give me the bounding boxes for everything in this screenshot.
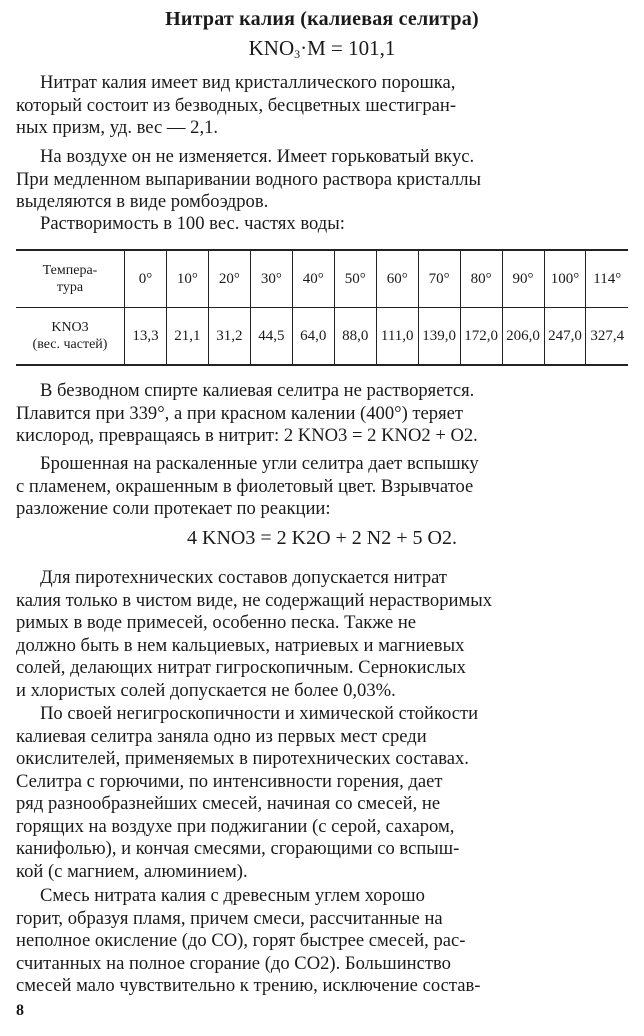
text-line: горит, образуя пламя, причем смеси, рассчитанные на — [16, 907, 443, 929]
text-line: солей, делающих нитрат гигроскопичным. Сернокислых — [16, 657, 466, 678]
text-line: и хлористых солей допускается не более 0,03%. — [16, 679, 396, 701]
text-line: смесей мало чувствительно к трению, исключение состав- — [16, 975, 481, 996]
paragraph-air — [16, 146, 628, 214]
solubility-cell: 172,0 — [460, 308, 502, 366]
text-line: разложение соли протекает по реакции: — [16, 498, 331, 519]
text-line: В безводном спирте калиевая селитра не растворяется. — [40, 380, 475, 401]
solubility-cell: 327,4 — [586, 308, 628, 366]
text-line: калия только в чистом виде, не содержащий нерастворимых — [16, 589, 493, 611]
text-line: Для пиротехнических составов допускается нитрат — [40, 567, 448, 588]
header-label-line: тура — [56, 280, 84, 295]
text-line: При медленном выпаривании водного раствора кристаллы — [16, 168, 482, 190]
text-line: На воздухе он не изменяется. Имеет горьковатый вкус. — [40, 146, 475, 167]
solubility-cell: 31,2 — [208, 308, 250, 366]
temperature-cell: 50° — [334, 250, 376, 308]
formula-subscript: 3 — [294, 47, 301, 61]
temperature-cell: 20° — [208, 250, 250, 308]
solubility-cell: 139,0 — [418, 308, 460, 366]
temperature-cell: 114° — [586, 250, 628, 308]
text-line: Селитра с горючими, по интенсивности горения, дает — [16, 770, 443, 792]
solubility-cell: 88,0 — [334, 308, 376, 366]
text-line: ряд разнообразнейших смесей, начиная со смесей, не — [16, 793, 441, 814]
text-line: калиевая селитра заняла одно из первых мест среди — [16, 725, 427, 747]
text-line: окислителей, применяемых в пиротехнических составах. — [16, 748, 469, 769]
solubility-cell: 21,1 — [166, 308, 208, 366]
solubility-caption — [16, 213, 628, 236]
text-line: канифолью), и кончая смесями, сгорающими со вспыш- — [16, 838, 460, 859]
formula-molar-mass: ·M = 101,1 — [300, 36, 396, 60]
paragraph-charcoal — [16, 885, 628, 998]
solubility-cell: 206,0 — [502, 308, 544, 366]
paragraph-alcohol — [16, 380, 628, 448]
text-line: Растворимость в 100 вес. частях воды: — [40, 213, 345, 234]
text-line: который состоит из безводных, бесцветных шестигран- — [16, 94, 457, 116]
text-line: кой (с магнием, алюминием). — [16, 860, 248, 882]
row-label-line: KNO3 — [51, 320, 89, 335]
temperature-cell: 60° — [376, 250, 418, 308]
temperature-cell: 70° — [418, 250, 460, 308]
text-line: ных призм, уд. вес — 2,1. — [16, 117, 219, 138]
temperature-cell: 100° — [544, 250, 586, 308]
solubility-cell: 64,0 — [292, 308, 334, 366]
temperature-cell: 0° — [125, 250, 167, 308]
row-label-line: (вес. частей) — [32, 337, 108, 352]
solubility-cell: 13,3 — [125, 308, 167, 366]
text-line: Нитрат калия имеет вид кристаллического порошка, — [40, 72, 456, 93]
text-line: Смесь нитрата калия с древесным углем хорошо — [40, 885, 425, 906]
paragraph-pyrotechnics — [16, 567, 628, 702]
text-line: неполное окисление (до CO), горят быстрее смесей, рас- — [16, 930, 466, 951]
temperature-cell: 30° — [250, 250, 292, 308]
paragraph-coals — [16, 453, 628, 521]
text-line: считанных на полное сгорание (до CO2). Большинство — [16, 952, 451, 974]
temperature-cell: 80° — [460, 250, 502, 308]
text-line: Плавится при 339°, а при красном калении (400°) теряет — [16, 402, 464, 424]
solubility-cell: 247,0 — [544, 308, 586, 366]
molecular-formula — [0, 36, 644, 62]
table-header-row — [16, 250, 628, 308]
formula-main: KNO — [248, 36, 295, 60]
header-label-line: Темпера- — [42, 263, 98, 278]
page-number: 8 — [16, 1002, 24, 1019]
paragraph-hygroscopicity — [16, 703, 628, 883]
text-line: должно быть в нем кальциевых, натриевых и магниевых — [16, 634, 465, 656]
text-line: По своей негигроскопичности и химической стойкости — [40, 703, 479, 724]
paragraph-intro — [16, 72, 628, 140]
solubility-cell: 111,0 — [376, 308, 418, 366]
text-line: Брошенная на раскаленные угли селитра дает вспышку — [40, 453, 479, 474]
text-line: выделяются в виде ромбоэдров. — [16, 191, 269, 212]
temperature-cell: 10° — [166, 250, 208, 308]
temperature-cell: 90° — [502, 250, 544, 308]
text-line: горящих на воздухе при поджигании (с серой, сахаром, — [16, 815, 455, 837]
table-header-label — [16, 250, 125, 308]
section-title: Нитрат калия (калиевая селитра) — [165, 8, 479, 30]
text-line: с пламенем, окрашенным в фиолетовый цвет. Взрывчатое — [16, 475, 474, 497]
solubility-table — [16, 249, 628, 366]
text-line: римых в воде примесей, особенно песка. Также не — [16, 612, 417, 633]
table-row-label — [16, 308, 125, 366]
temperature-cell: 40° — [292, 250, 334, 308]
text-line: кислород, превращаясь в нитрит: 2 KNO3 = 2 KNO2 + O2. — [16, 425, 478, 446]
table-values-row — [16, 308, 628, 366]
solubility-cell: 44,5 — [250, 308, 292, 366]
decomposition-reaction: 4 KNO3 = 2 K2O + 2 N2 + 5 O2. — [187, 527, 457, 549]
